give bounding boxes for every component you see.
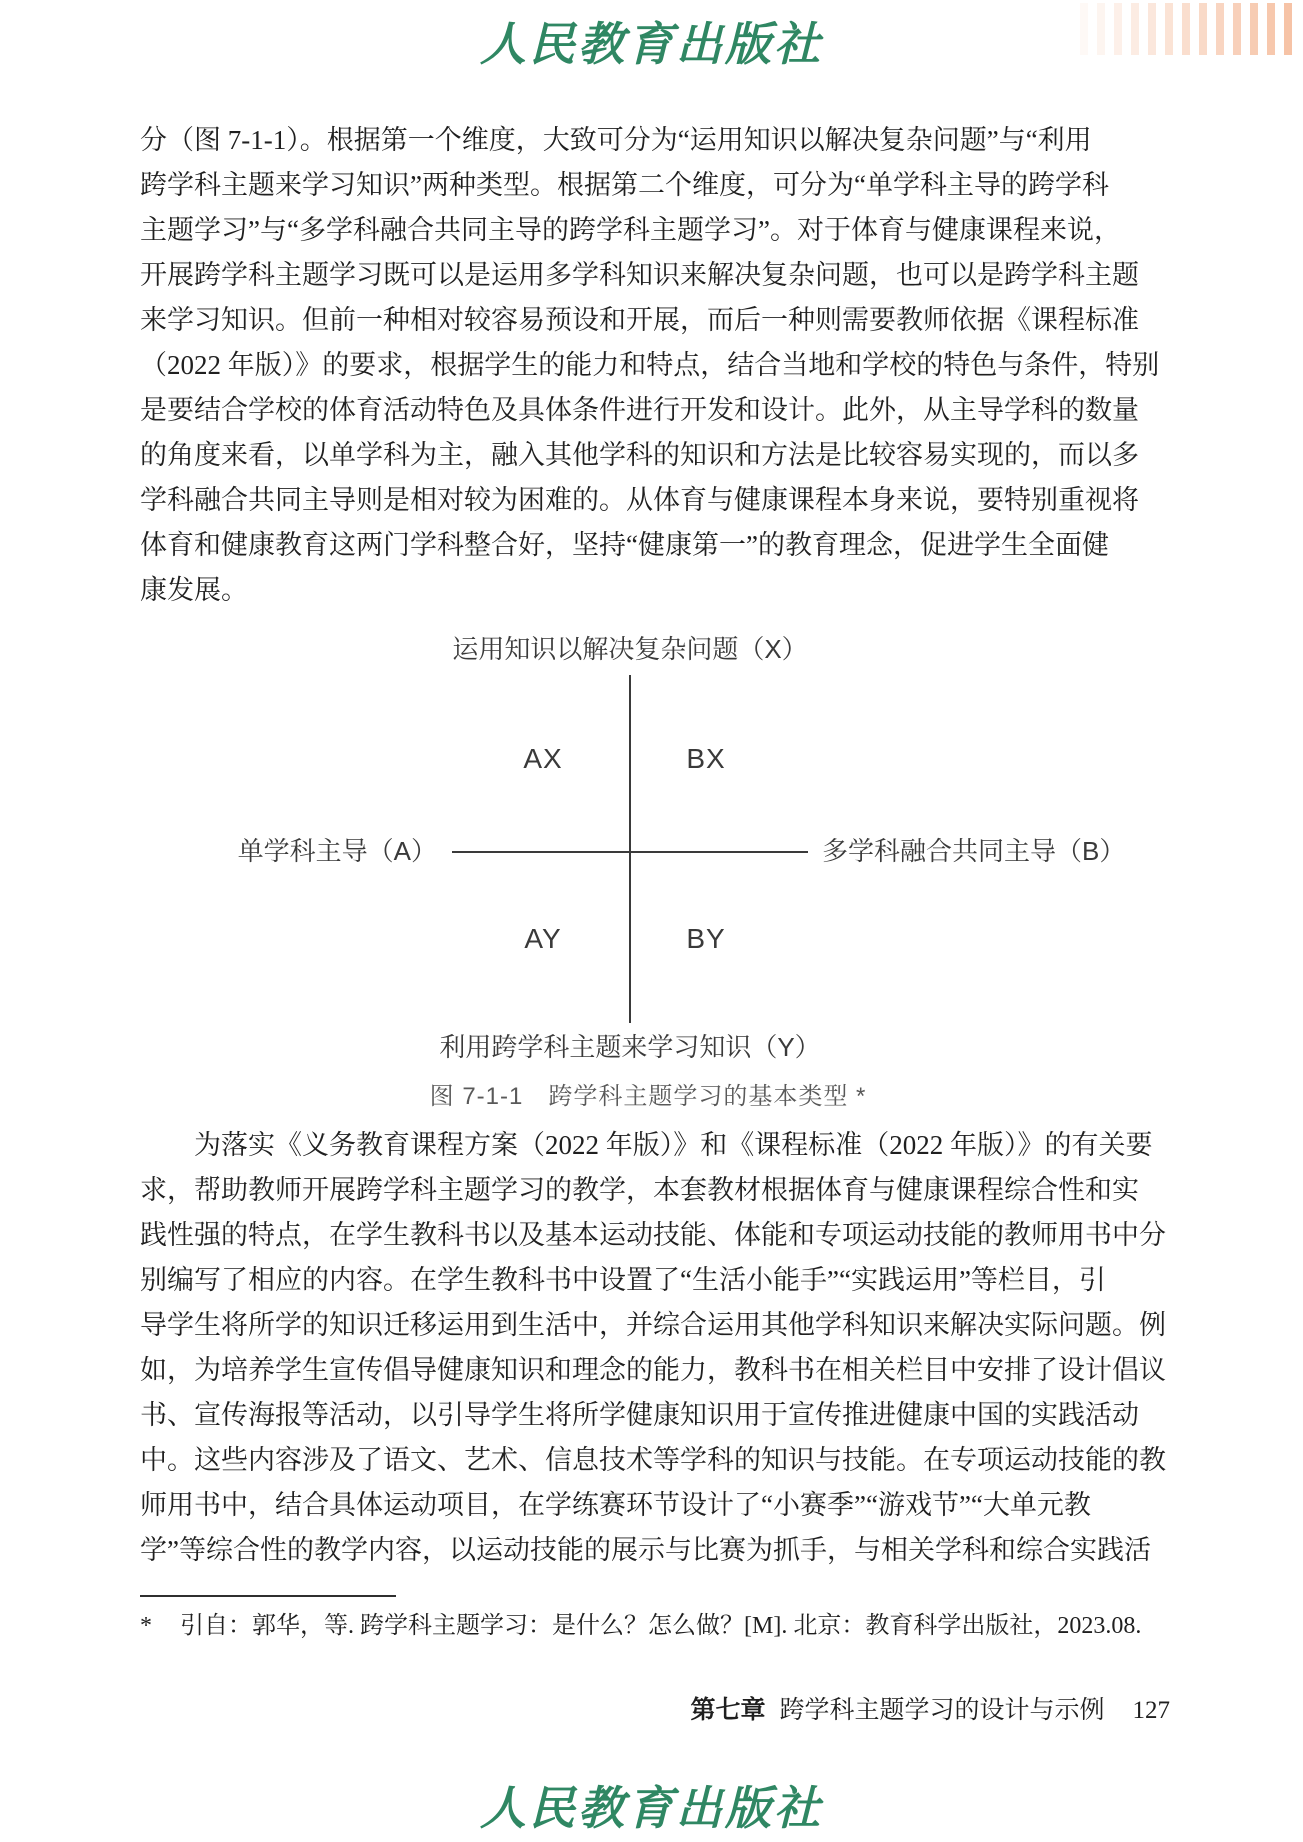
text-line: 如，为培养学生宣传倡导健康知识和理念的能力，教科书在相关栏目中安排了设计倡议	[140, 1355, 1166, 1385]
footer-chapter-title: 跨学科主题学习的设计与示例	[779, 1697, 1105, 1724]
text-line: （2022 年版）》的要求，根据学生的能力和特点，结合当地和学校的特色与条件，特别	[140, 350, 1160, 380]
body-paragraph-1	[140, 118, 1170, 613]
figure-axis-left-label: 单学科主导（A）	[237, 836, 437, 866]
footnote-divider	[140, 1595, 396, 1597]
decor-stripe	[1267, 3, 1275, 55]
text-line: 别编写了相应的内容。在学生教科书中设置了“生活小能手”“实践运用”等栏目，引	[140, 1265, 1106, 1295]
decor-stripe	[1199, 3, 1207, 55]
figure-quadrant-chart	[140, 632, 1165, 1112]
decor-stripe	[1165, 3, 1173, 55]
text-line: 学”等综合性的教学内容，以运动技能的展示与比赛为抓手，与相关学科和综合实践活	[140, 1535, 1151, 1565]
decor-stripes	[1080, 3, 1292, 55]
decor-stripe	[1097, 3, 1105, 55]
footnote-text: 引自：郭华，等. 跨学科主题学习：是什么？怎么做？[M]. 北京：教育科学出版社，2023.08.	[180, 1613, 1142, 1639]
text-line: 开展跨学科主题学习既可以是运用多学科知识来解决复杂问题，也可以是跨学科主题	[140, 260, 1139, 290]
figure-quadrant-by: BY	[686, 923, 726, 954]
text-line: 践性强的特点，在学生教科书以及基本运动技能、体能和专项运动技能的教师用书中分	[140, 1220, 1166, 1250]
decor-stripe	[1131, 3, 1139, 55]
decor-stripe	[1284, 3, 1292, 55]
text-line: 体育和健康教育这两门学科整合好，坚持“健康第一”的教育理念，促进学生全面健	[140, 530, 1109, 560]
text-line: 分（图 7-1-1）。根据第一个维度，大致可分为“运用知识以解决复杂问题”与“利用	[140, 125, 1092, 155]
text-line: 导学生将所学的知识迁移运用到生活中，并综合运用其他学科知识来解决实际问题。例	[140, 1310, 1166, 1340]
page-footer	[690, 1690, 1170, 1726]
figure-quadrant-ay: AY	[524, 923, 562, 954]
figure-horizontal-axis-line	[452, 851, 808, 853]
publisher-logo-bottom: 人民教育出版社	[480, 1781, 823, 1835]
text-line: 跨学科主题来学习知识”两种类型。根据第二个维度，可分为“单学科主导的跨学科	[140, 170, 1109, 200]
text-line: 学科融合共同主导则是相对较为困难的。从体育与健康课程本身来说，要特别重视将	[140, 485, 1139, 515]
figure-quadrant-bx: BX	[686, 743, 726, 774]
footer-chapter-label: 第七章	[690, 1697, 766, 1724]
decor-stripe	[1182, 3, 1190, 55]
text-line: 求，帮助教师开展跨学科主题学习的教学，本套教材根据体育与健康课程综合性和实	[140, 1175, 1139, 1205]
figure-axis-bottom-label: 利用跨学科主题来学习知识（Y）	[439, 1032, 821, 1062]
figure-quadrant-ax: AX	[523, 743, 563, 774]
figure-caption: 图 7-1-1 跨学科主题学习的基本类型 *	[429, 1083, 867, 1110]
text-line: 来学习知识。但前一种相对较容易预设和开展，而后一种则需要教师依据《课程标准	[140, 305, 1139, 335]
text-line: 主题学习”与“多学科融合共同主导的跨学科主题学习”。对于体育与健康课程来说，	[140, 215, 1121, 245]
figure-axis-top-label: 运用知识以解决复杂问题（X）	[452, 634, 808, 664]
decor-stripe	[1148, 3, 1156, 55]
body-paragraph-2	[140, 1123, 1170, 1573]
decor-stripe	[1216, 3, 1224, 55]
footnote	[140, 1610, 1170, 1642]
decor-stripe	[1233, 3, 1241, 55]
text-line: 康发展。	[140, 575, 248, 605]
footer-page-number: 127	[1132, 1697, 1170, 1724]
publisher-logo-top: 人民教育出版社	[480, 17, 823, 71]
text-line: 为落实《义务教育课程方案（2022 年版）》和《课程标准（2022 年版）》的有关要	[140, 1130, 1153, 1160]
text-line: 是要结合学校的体育活动特色及具体条件进行开发和设计。此外，从主导学科的数量	[140, 395, 1139, 425]
figure-axis-right-label: 多学科融合共同主导（B）	[822, 836, 1126, 866]
text-line: 中。这些内容涉及了语文、艺术、信息技术等学科的知识与技能。在专项运动技能的教	[140, 1445, 1166, 1475]
footnote-marker: *	[140, 1613, 152, 1639]
text-line: 书、宣传海报等活动，以引导学生将所学健康知识用于宣传推进健康中国的实践活动	[140, 1400, 1139, 1430]
decor-stripe	[1080, 3, 1088, 55]
figure-vertical-axis-line	[629, 675, 631, 1023]
text-line: 师用书中，结合具体运动项目，在学练赛环节设计了“小赛季”“游戏节”“大单元教	[140, 1490, 1091, 1520]
text-line: 的角度来看，以单学科为主，融入其他学科的知识和方法是比较容易实现的，而以多	[140, 440, 1139, 470]
decor-stripe	[1250, 3, 1258, 55]
decor-stripe	[1114, 3, 1122, 55]
